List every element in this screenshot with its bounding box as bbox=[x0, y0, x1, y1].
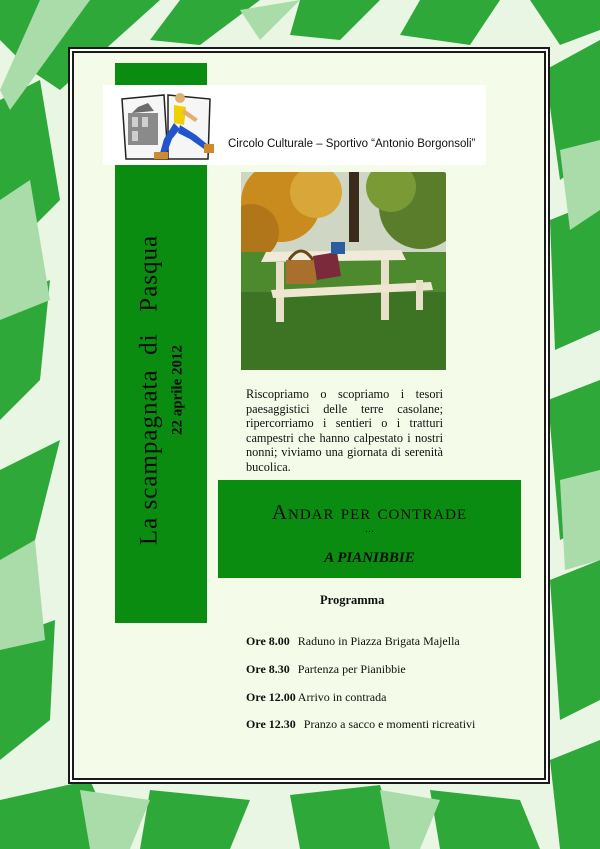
banner-subtitle: A PIANIBBIE bbox=[324, 550, 415, 566]
program-item bbox=[246, 690, 386, 705]
program-text: Raduno in Piazza Brigata Majella bbox=[297, 634, 460, 648]
side-title bbox=[136, 235, 187, 545]
program-item bbox=[246, 662, 406, 677]
program-time: Ore 8.00 bbox=[246, 634, 290, 648]
program-title: Programma bbox=[320, 593, 385, 607]
program-text: Pranzo a sacco e momenti ricreativi bbox=[303, 717, 476, 731]
event-title: La scampagnata di Pasqua bbox=[135, 234, 163, 546]
title-banner bbox=[218, 480, 521, 578]
program-time: Ore 8.30 bbox=[246, 662, 290, 676]
runner-book-logo-icon bbox=[120, 89, 216, 163]
organization-name: Circolo Culturale – Sportivo “Antonio Borgonsoli” bbox=[228, 138, 476, 150]
picnic-table-photo bbox=[241, 172, 446, 370]
program-item bbox=[246, 634, 460, 649]
event-description: Riscopriamo o scopriamo i tesori paesaggistici delle terre casolane; ripercorriamo i sentieri o i tratturi campestri che hanno calpestato i nostri nonni; viviamo una giornata di serenità bucolica. bbox=[246, 387, 443, 474]
banner-title: Andar per contrade bbox=[271, 500, 468, 524]
program-time: Ore 12.30 bbox=[246, 717, 296, 731]
program-text: Arrivo in contrada bbox=[297, 690, 387, 704]
event-date: 22 aprile 2012 bbox=[169, 345, 186, 435]
program-text: Partenza per Pianibbie bbox=[297, 662, 406, 676]
banner-ellipsis: … bbox=[365, 524, 374, 534]
program-time: Ore 12.00 bbox=[246, 690, 296, 704]
program-item bbox=[246, 717, 475, 732]
